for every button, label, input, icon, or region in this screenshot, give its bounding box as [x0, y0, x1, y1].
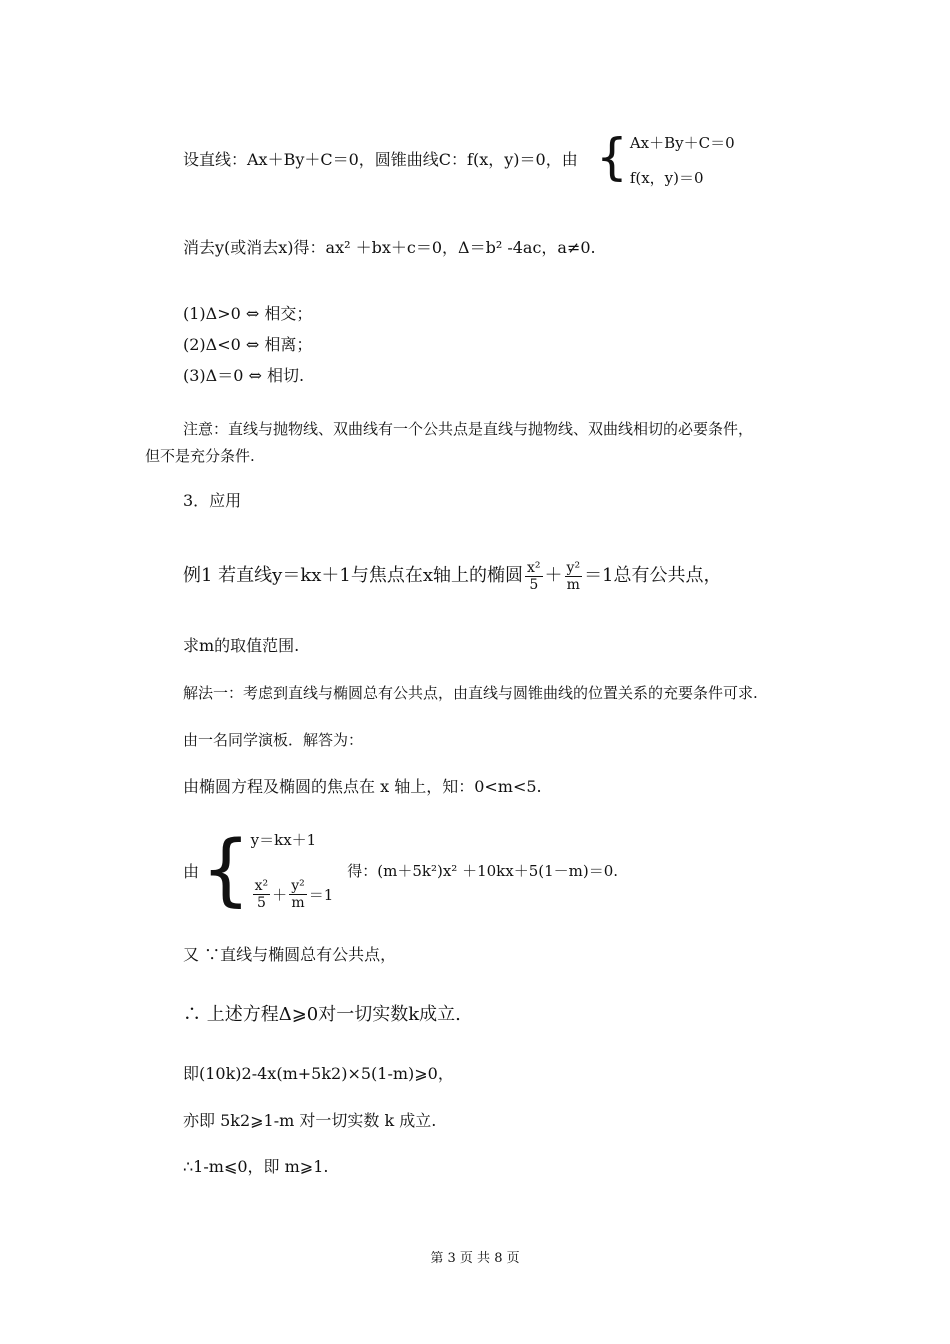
note-line1: 注意：直线与抛物线、双曲线有一个公共点是直线与抛物线、双曲线相切的必要条件，: [183, 420, 754, 438]
case-1: (1)Δ>0 ⇔ 相交；: [183, 304, 313, 323]
solution-step3: ∴1-m⩽0，即 m⩾1.: [183, 1157, 329, 1176]
solution-step1: 即(10k)2-4x(m+5k2)×5(1-m)⩾0，: [183, 1064, 454, 1083]
case-2: (2)Δ<0 ⇔ 相离；: [183, 335, 313, 354]
solution-step2: 亦即 5k2⩾1-m 对一切实数 k 成立.: [183, 1111, 437, 1130]
system-rows: [630, 132, 735, 188]
example-text: 例1 若直线y＝kx＋1与焦点在x轴上的椭圆: [183, 565, 524, 586]
setup-text: 设直线：Ax＋By＋C＝0，圆锥曲线C：f(x，y)＝0，由: [183, 150, 578, 169]
solution-range: 由椭圆方程及椭圆的焦点在 x 轴上，知：0<m<5.: [183, 777, 542, 796]
sys-prefix: 由: [183, 861, 200, 881]
section-heading: 3．应用: [183, 491, 242, 510]
system-ellipse: [183, 825, 619, 915]
system-setup: [596, 128, 735, 188]
solution-board: 由一名同学演板．解答为：: [183, 731, 364, 749]
sys-result: 得：(m＋5k²)x² ＋10kx＋5(1－m)＝0.: [347, 861, 619, 880]
system-rows: [251, 829, 334, 911]
case-3: (3)Δ＝0 ⇔ 相切.: [183, 366, 305, 385]
solution-intro: 解法一：考虑到直线与椭圆总有公共点，由直线与圆锥曲线的位置关系的充要条件可求.: [183, 684, 758, 702]
fraction-x2-over-5: $\frac{\text{x²}}{5}$: [527, 559, 541, 593]
system-ellipse-eq: $\frac{\text{x²}}{5}$ ＋ $\frac{\text{y²}}{m}$ ＝1: [254, 878, 334, 911]
left-brace-icon: {: [201, 825, 251, 915]
system-eq2: f(x，y)＝0: [629, 169, 704, 187]
note-line2: 但不是充分条件.: [145, 447, 255, 465]
fraction-y2-over-m: $\frac{\text{y²}}{m}$: [566, 559, 581, 593]
example-question: 求m的取值范围.: [183, 636, 300, 655]
left-brace-icon: {: [596, 128, 628, 186]
line-setup: [183, 150, 578, 170]
system-line-eq: y＝kx＋1: [250, 831, 317, 849]
example-line: 例1 若直线y＝kx＋1与焦点在x轴上的椭圆 $\frac{\text{x²}}{5}$ ＋ $\frac{\text{y²}}{m}$ ＝1总有公共点，: [183, 559, 722, 593]
solution-therefore: ∴ 上述方程Δ⩾0对一切实数k成立.: [183, 1004, 461, 1025]
system-eq1: Ax＋By＋C＝0: [629, 134, 735, 152]
solution-also: 又 ∵直线与椭圆总有公共点，: [183, 945, 397, 964]
example-tail: ＝1总有公共点，: [584, 565, 722, 586]
line-eliminate: 消去y(或消去x)得：ax² ＋bx＋c＝0，Δ＝b² -4ac，a≠0.: [183, 238, 596, 257]
page-footer: 第 3 页 共 8 页: [430, 1251, 520, 1266]
